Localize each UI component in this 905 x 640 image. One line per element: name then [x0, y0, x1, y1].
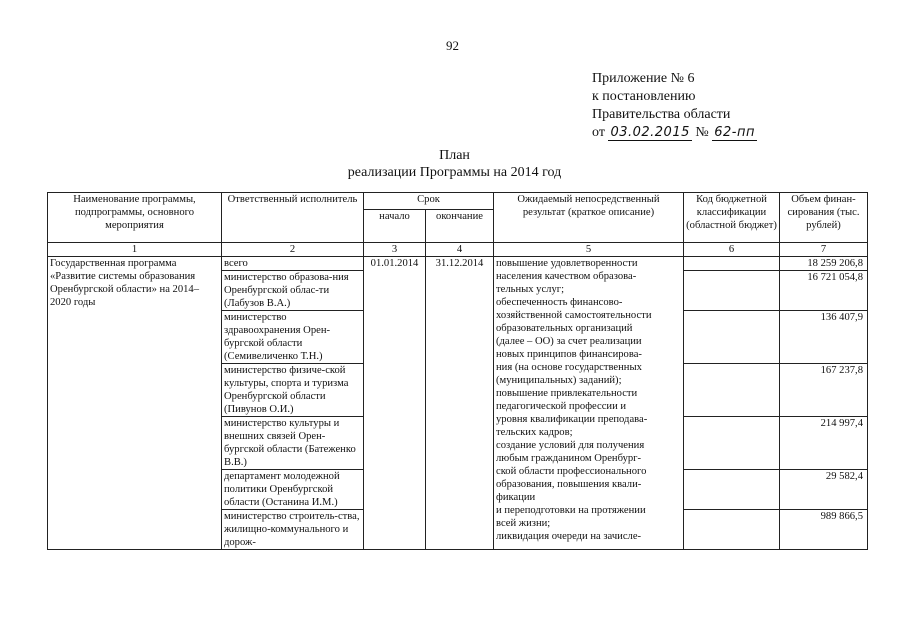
header-volume: Объем финан-сирования (тыс. рублей) [780, 193, 868, 243]
result-line: образования, повышения квали- [496, 479, 642, 490]
executor-cell: министерство культуры и внешних связей Орен-бургской области (Батеженко В.В.) [222, 417, 364, 470]
executor-cell: министерство образова-ния Оренбургской облас-ти (Лабузов В.А.) [222, 271, 364, 311]
result-line: новых принципов финансирова- [496, 349, 642, 360]
col-number: 2 [222, 243, 364, 257]
result-line: тельских кадров; [496, 427, 573, 438]
volume-cell: 18 259 206,8 [780, 257, 868, 271]
header-result: Ожидаемый непосредственный результат (краткое описание) [494, 193, 684, 243]
result-description [494, 257, 684, 550]
code-cell [684, 510, 780, 550]
header-name: Наименование программы, подпрограммы, основного мероприятия [48, 193, 222, 243]
from-label: от [592, 125, 605, 140]
col-number: 3 [364, 243, 426, 257]
result-line: ния (на основе государственных [496, 362, 642, 373]
result-line: населения качеством образова- [496, 271, 637, 282]
result-line: (далее – ОО) за счет реализации [496, 336, 642, 347]
appendix-block [592, 70, 757, 142]
result-line: ской области профессионального [496, 466, 647, 477]
code-cell [684, 311, 780, 364]
code-cell [684, 470, 780, 510]
result-line: повышение удовлетворенности [496, 258, 638, 269]
appendix-line1: Приложение № 6 [592, 71, 695, 86]
volume-cell: 167 237,8 [780, 364, 868, 417]
executor-cell: департамент молодежной политики Оренбургской области (Останина И.М.) [222, 470, 364, 510]
executor-cell: министерство здравоохранения Орен-бургской области (Семивеличенко Т.Н.) [222, 311, 364, 364]
volume-cell: 136 407,9 [780, 311, 868, 364]
start-date: 01.01.2014 [364, 257, 426, 550]
result-line: создание условий для получения [496, 440, 645, 451]
appendix-line3: Правительства области [592, 107, 731, 122]
result-line: уровня квалификации преподава- [496, 414, 648, 425]
col-number: 4 [426, 243, 494, 257]
result-line: и переподготовки на протяжении [496, 505, 646, 516]
handwritten-number: 62-пп [714, 125, 755, 140]
plan-title: План [439, 148, 470, 163]
header-end: окончание [426, 210, 494, 243]
table-row [48, 257, 868, 271]
result-line: обеспеченность финансово- [496, 297, 623, 308]
header-executor: Ответственный исполнитель [222, 193, 364, 243]
result-line: повышение привлекательности [496, 388, 638, 399]
result-line: (муниципальных) заданий); [496, 375, 622, 386]
number-label: № [695, 125, 709, 140]
handwritten-date: 03.02.2015 [610, 125, 690, 140]
result-line: любым гражданином Оренбург- [496, 453, 642, 464]
appendix-line2: к постановлению [592, 89, 696, 104]
result-line: всей жизни; [496, 518, 551, 529]
code-cell [684, 364, 780, 417]
result-line: фикации [496, 492, 536, 503]
result-line: педагогической профессии и [496, 401, 627, 412]
col-number: 6 [684, 243, 780, 257]
program-name: Государственная программа «Развитие системы образования Оренбургской области» на 2014–2020 годы [48, 257, 222, 550]
header-start: начало [364, 210, 426, 243]
header-term: Срок [364, 193, 494, 210]
page-number: 92 [446, 38, 459, 53]
appendix-date-line [592, 124, 757, 142]
code-cell [684, 257, 780, 271]
result-line: образовательных организаций [496, 323, 633, 334]
result-line: хозяйственной самостоятельности [496, 310, 652, 321]
header-code: Код бюджетной классификации (областной бюджет) [684, 193, 780, 243]
volume-cell: 16 721 054,8 [780, 271, 868, 311]
volume-cell: 214 997,4 [780, 417, 868, 470]
executor-cell: министерство строитель-ства, жилищно-коммунального и дорож- [222, 510, 364, 550]
result-line: тельных услуг; [496, 284, 565, 295]
col-number: 5 [494, 243, 684, 257]
col-number: 1 [48, 243, 222, 257]
executor-cell: министерство физиче-ской культуры, спорта и туризма Оренбургской области (Пивунов О.И.) [222, 364, 364, 417]
executor-cell: всего [222, 257, 364, 271]
code-cell [684, 271, 780, 311]
end-date: 31.12.2014 [426, 257, 494, 550]
result-line: ликвидация очереди на зачисле- [496, 531, 642, 542]
plan-table [47, 192, 868, 550]
col-number: 7 [780, 243, 868, 257]
volume-cell: 29 582,4 [780, 470, 868, 510]
code-cell [684, 417, 780, 470]
plan-subtitle: реализации Программы на 2014 год [347, 165, 562, 180]
volume-cell: 989 866,5 [780, 510, 868, 550]
